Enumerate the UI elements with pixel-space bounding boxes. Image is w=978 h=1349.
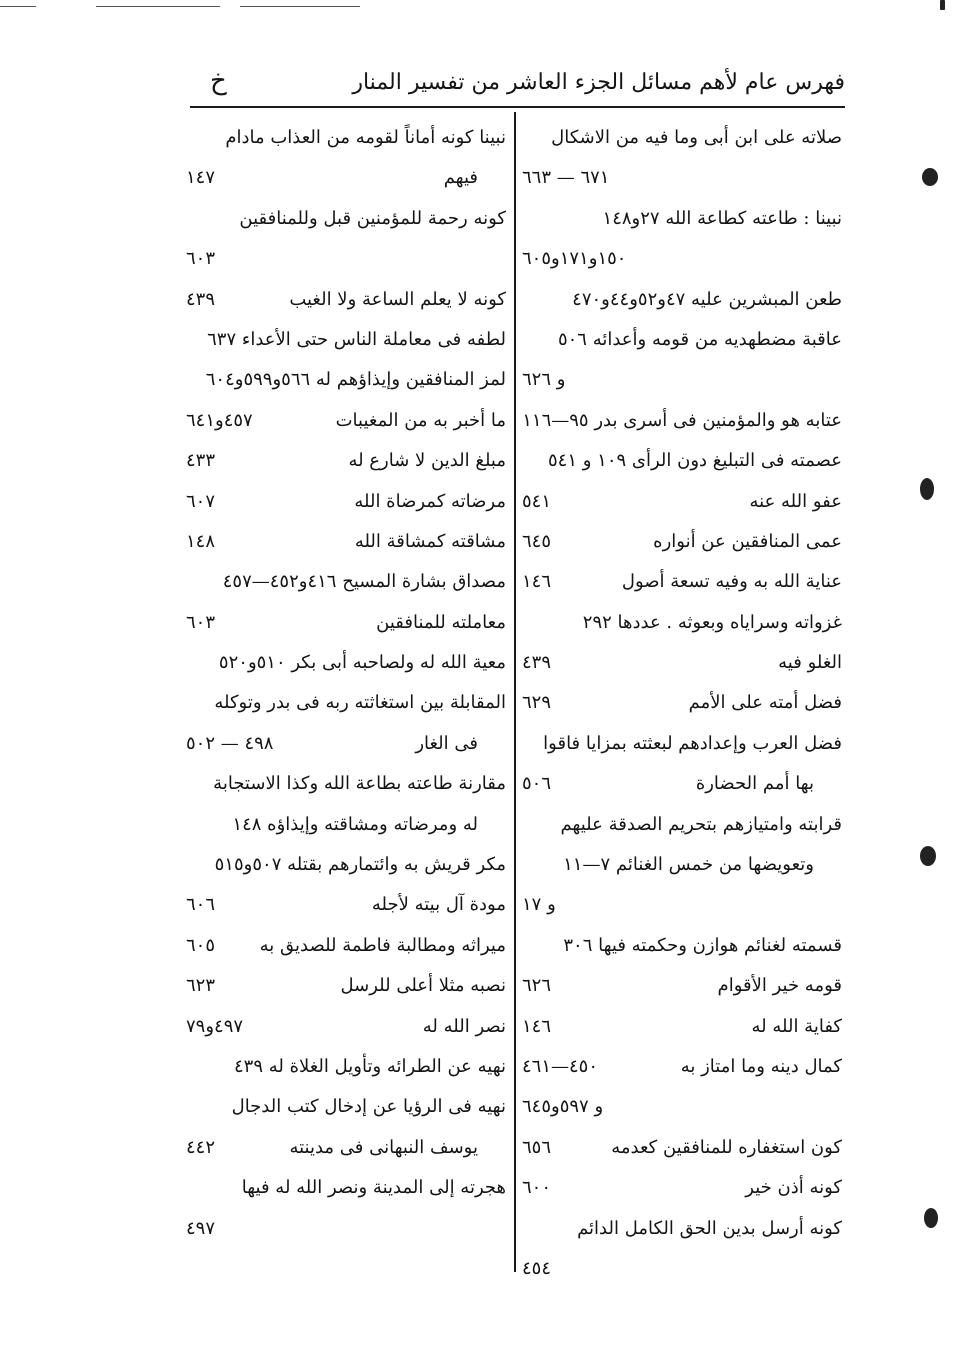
index-entry — [186, 118, 506, 158]
index-entry — [186, 845, 506, 885]
entry-text: عصمته فى التبليغ دون الرأى ١٠٩ و ٥٤١ — [548, 450, 842, 472]
entry-text: وتعويضها من خمس الغنائم ٧—١١ — [563, 854, 814, 876]
index-entry — [522, 1087, 842, 1127]
entry-text: كونه رحمة للمؤمنين قبل وللمنافقين — [239, 207, 506, 229]
index-entry — [186, 320, 506, 360]
entry-text: غزواته وسراياه وبعوثه . عددها ٢٩٢ — [582, 611, 842, 633]
page-letter: خ — [210, 66, 227, 96]
index-entry — [186, 643, 506, 683]
entry-text: نصبه مثلا أعلى للرسل — [340, 975, 506, 997]
entry-page-number: ٦٢٣ — [186, 975, 216, 997]
entry-page-number: ٦٢٦ — [522, 975, 552, 997]
entry-text: مصداق بشارة المسيح ٤١٦و٤٥٢—٤٥٧ — [222, 571, 506, 593]
entry-text: مبلغ الدين لا شارع له — [348, 450, 506, 472]
index-entry — [522, 1249, 842, 1289]
entry-text: مودة آل بيته لأجله — [371, 894, 506, 916]
index-entry — [522, 360, 842, 400]
entry-page-number: ٤٥٧و٦٤١ — [186, 409, 253, 431]
entry-page-number: ٤٥٤ — [522, 1257, 552, 1279]
entry-page-number: ٤٤٢ — [186, 1136, 216, 1158]
entry-page-number: ٦٢٩ — [522, 692, 552, 714]
entry-text: كونه أرسل بدين الحق الكامل الدائم — [577, 1217, 842, 1239]
binding-hole-mark — [920, 846, 936, 866]
entry-text: كونه أذن خير — [745, 1177, 842, 1199]
entry-text: الغلو فيه — [778, 652, 842, 674]
entry-text: مرضاته كمرضاة الله — [354, 490, 506, 512]
binding-hole-mark — [924, 1208, 938, 1228]
index-entry — [522, 885, 842, 925]
entry-text: قرابته وامتيازهم بتحريم الصدقة عليهم — [560, 813, 842, 835]
index-entry — [522, 522, 842, 562]
entry-text: قومه خير الأقوام — [717, 975, 842, 997]
index-entry — [186, 1168, 506, 1208]
index-entry — [522, 643, 842, 683]
index-entry — [522, 764, 842, 804]
entry-page-number: ٥٤١ — [522, 490, 552, 512]
entry-page-number: ٤٣٣ — [186, 450, 216, 472]
entry-text: كمال دينه وما امتاز به — [680, 1055, 842, 1077]
binding-hole-mark — [922, 168, 938, 186]
corner-mark — [940, 0, 945, 10]
entry-page-number: ٤٣٩ — [522, 652, 552, 674]
right-column — [522, 118, 842, 1289]
index-entry — [186, 1007, 506, 1047]
index-entry — [522, 320, 842, 360]
entry-text: مكر قريش به وائتمارهم بقتله ٥٠٧و٥١٥ — [214, 854, 506, 876]
entry-page-number: ١٤٦ — [522, 571, 552, 593]
index-entry — [522, 401, 842, 441]
index-entry — [522, 724, 842, 764]
entry-text: نبينا كونه أماناً لقومه من العذاب مادام — [225, 127, 506, 148]
entry-text: صلاته على ابن أبى وما فيه من الاشكال — [551, 127, 842, 148]
entry-text: معية الله له ولصاحبه أبى بكر ٥١٠و٥٢٠ — [218, 652, 506, 674]
index-entry — [186, 199, 506, 239]
index-entry — [186, 401, 506, 441]
entry-page-number: ٦٥٦ — [522, 1136, 552, 1158]
index-entry — [522, 1209, 842, 1249]
index-entry — [186, 280, 506, 320]
index-entry — [186, 360, 506, 400]
index-entry — [186, 482, 506, 522]
entry-text: قسمته لغنائم هوازن وحكمته فيها ٣٠٦ — [563, 934, 842, 956]
entry-text: فى الغار — [415, 732, 478, 754]
entry-text: هجرته إلى المدينة ونصر الله له فيها — [241, 1177, 506, 1199]
index-entry — [522, 926, 842, 966]
index-entry — [522, 603, 842, 643]
index-entry — [186, 805, 506, 845]
entry-text: نبينا : طاعته كطاعة الله ٢٧و١٤٨ — [602, 207, 842, 229]
index-entry — [186, 764, 506, 804]
entry-text: المقابلة بين استغاثته ربه فى بدر وتوكله — [214, 692, 506, 714]
entry-page-number: ٤٩٨ — ٥٠٢ — [186, 732, 274, 754]
entry-text: لمز المنافقين وإيذاؤهم له ٥٦٦و٥٩٩و٦٠٤ — [205, 369, 506, 391]
index-entry — [186, 522, 506, 562]
entry-page-number: ٦٠٧ — [186, 490, 216, 512]
index-entry — [522, 805, 842, 845]
entry-page-number: ١٤٨ — [186, 530, 216, 552]
entry-text: فضل العرب وإعدادهم لبعثته بمزايا فاقوا — [543, 732, 842, 754]
page-title: فهرس عام لأهم مسائل الجزء العاشر من تفسير المنار — [352, 70, 845, 95]
entry-text: نصر الله له — [422, 1015, 506, 1037]
index-entry — [186, 1047, 506, 1087]
top-rule-middle-2 — [240, 6, 360, 7]
index-entry — [522, 1007, 842, 1047]
index-entry — [186, 966, 506, 1006]
index-entry — [522, 1047, 842, 1087]
entry-page-number: ٤٥٠—٤٦١ — [522, 1055, 599, 1077]
index-entry — [522, 118, 842, 158]
index-entry — [186, 926, 506, 966]
entry-page-number: و ٥٩٧و٦٤٥ — [522, 1096, 604, 1118]
index-entry — [522, 966, 842, 1006]
entry-text: معاملته للمنافقين — [376, 611, 506, 633]
entry-page-number: ١٥٠و١٧١و٦٠٥ — [522, 248, 627, 270]
index-entry — [522, 683, 842, 723]
entry-page-number: و ٦٢٦ — [522, 369, 566, 391]
entry-text: فيهم — [443, 167, 478, 189]
entry-text: مشاقته كمشاقة الله — [354, 530, 506, 552]
entry-page-number: ١٤٧ — [186, 167, 216, 189]
entry-page-number: و ١٧ — [522, 894, 556, 916]
index-entry — [186, 683, 506, 723]
entry-page-number: ٦٠٣ — [186, 611, 216, 633]
entry-text: له ومرضاته ومشاقته وإيذاؤه ١٤٨ — [232, 813, 478, 835]
entry-text: كون استغفاره للمنافقين كعدمه — [611, 1136, 842, 1158]
entry-text: ما أخبر به من المغيبات — [335, 409, 506, 431]
index-entry — [186, 603, 506, 643]
entry-text: كونه لا يعلم الساعة ولا الغيب — [289, 288, 506, 310]
entry-text: طعن المبشرين عليه ٤٧و٥٢و٤٤و٤٧٠ — [572, 288, 842, 310]
index-entry — [186, 1087, 506, 1127]
top-rule-left — [0, 6, 36, 7]
left-column — [186, 118, 506, 1249]
index-entry — [522, 199, 842, 239]
entry-page-number: ٦٠٠ — [522, 1177, 552, 1199]
entry-page-number: ٦٠٦ — [186, 894, 216, 916]
entry-page-number: ٦٠٣ — [186, 248, 216, 270]
entry-page-number: ٦٤٥ — [522, 530, 552, 552]
index-entry — [522, 441, 842, 481]
entry-text: عناية الله به وفيه تسعة أصول — [621, 571, 842, 593]
top-rule-middle — [96, 6, 220, 7]
column-divider — [514, 112, 516, 1272]
index-entry — [186, 1128, 506, 1168]
index-entry — [522, 239, 842, 279]
binding-hole-mark — [920, 478, 934, 500]
entry-text: كفاية الله له — [751, 1015, 842, 1037]
index-entry — [186, 885, 506, 925]
index-entry — [186, 1209, 506, 1249]
entry-text: عمى المنافقين عن أنواره — [653, 530, 842, 552]
index-entry — [522, 482, 842, 522]
entry-text: مقارنة طاعته بطاعة الله وكذا الاستجابة — [213, 773, 506, 795]
entry-text: نهيه عن الطرائه وتأويل الغلاة له ٤٣٩ — [233, 1055, 506, 1077]
entry-text: عتابه هو والمؤمنين فى أسرى بدر ٩٥—١١٦ — [522, 409, 842, 431]
index-entry — [522, 158, 842, 198]
index-entry — [522, 562, 842, 602]
entry-page-number: ١٤٦ — [522, 1015, 552, 1037]
entry-text: يوسف النبهانى فى مدينته — [289, 1136, 478, 1158]
index-entry — [186, 441, 506, 481]
entry-text: بها أمم الحضارة — [695, 773, 814, 795]
index-entry — [522, 845, 842, 885]
entry-text: فضل أمته على الأمم — [688, 692, 842, 714]
page-header — [190, 62, 845, 108]
entry-page-number: ٥٠٦ — [522, 773, 552, 795]
entry-text: عاقبة مضطهديه من قومه وأعدائه ٥٠٦ — [557, 328, 842, 350]
index-entry — [522, 1168, 842, 1208]
entry-page-number: ٤٩٧و٧٩ — [186, 1015, 244, 1037]
entry-page-number: ٦٧١ — ٦٦٣ — [522, 167, 610, 189]
index-entry — [186, 562, 506, 602]
index-entry — [522, 1128, 842, 1168]
entry-page-number: ٤٣٩ — [186, 288, 216, 310]
index-entry — [522, 280, 842, 320]
entry-page-number: ٦٠٥ — [186, 934, 216, 956]
entry-page-number: ٤٩٧ — [186, 1217, 216, 1239]
entry-text: لطفه فى معاملة الناس حتى الأعداء ٦٣٧ — [207, 328, 506, 350]
index-entry — [186, 724, 506, 764]
entry-text: عفو الله عنه — [749, 490, 842, 512]
index-entry — [186, 158, 506, 198]
entry-text: نهيه فى الرؤيا عن إدخال كتب الدجال — [231, 1096, 506, 1118]
index-entry — [186, 239, 506, 279]
entry-text: ميراثه ومطالبة فاطمة للصديق به — [259, 934, 506, 956]
